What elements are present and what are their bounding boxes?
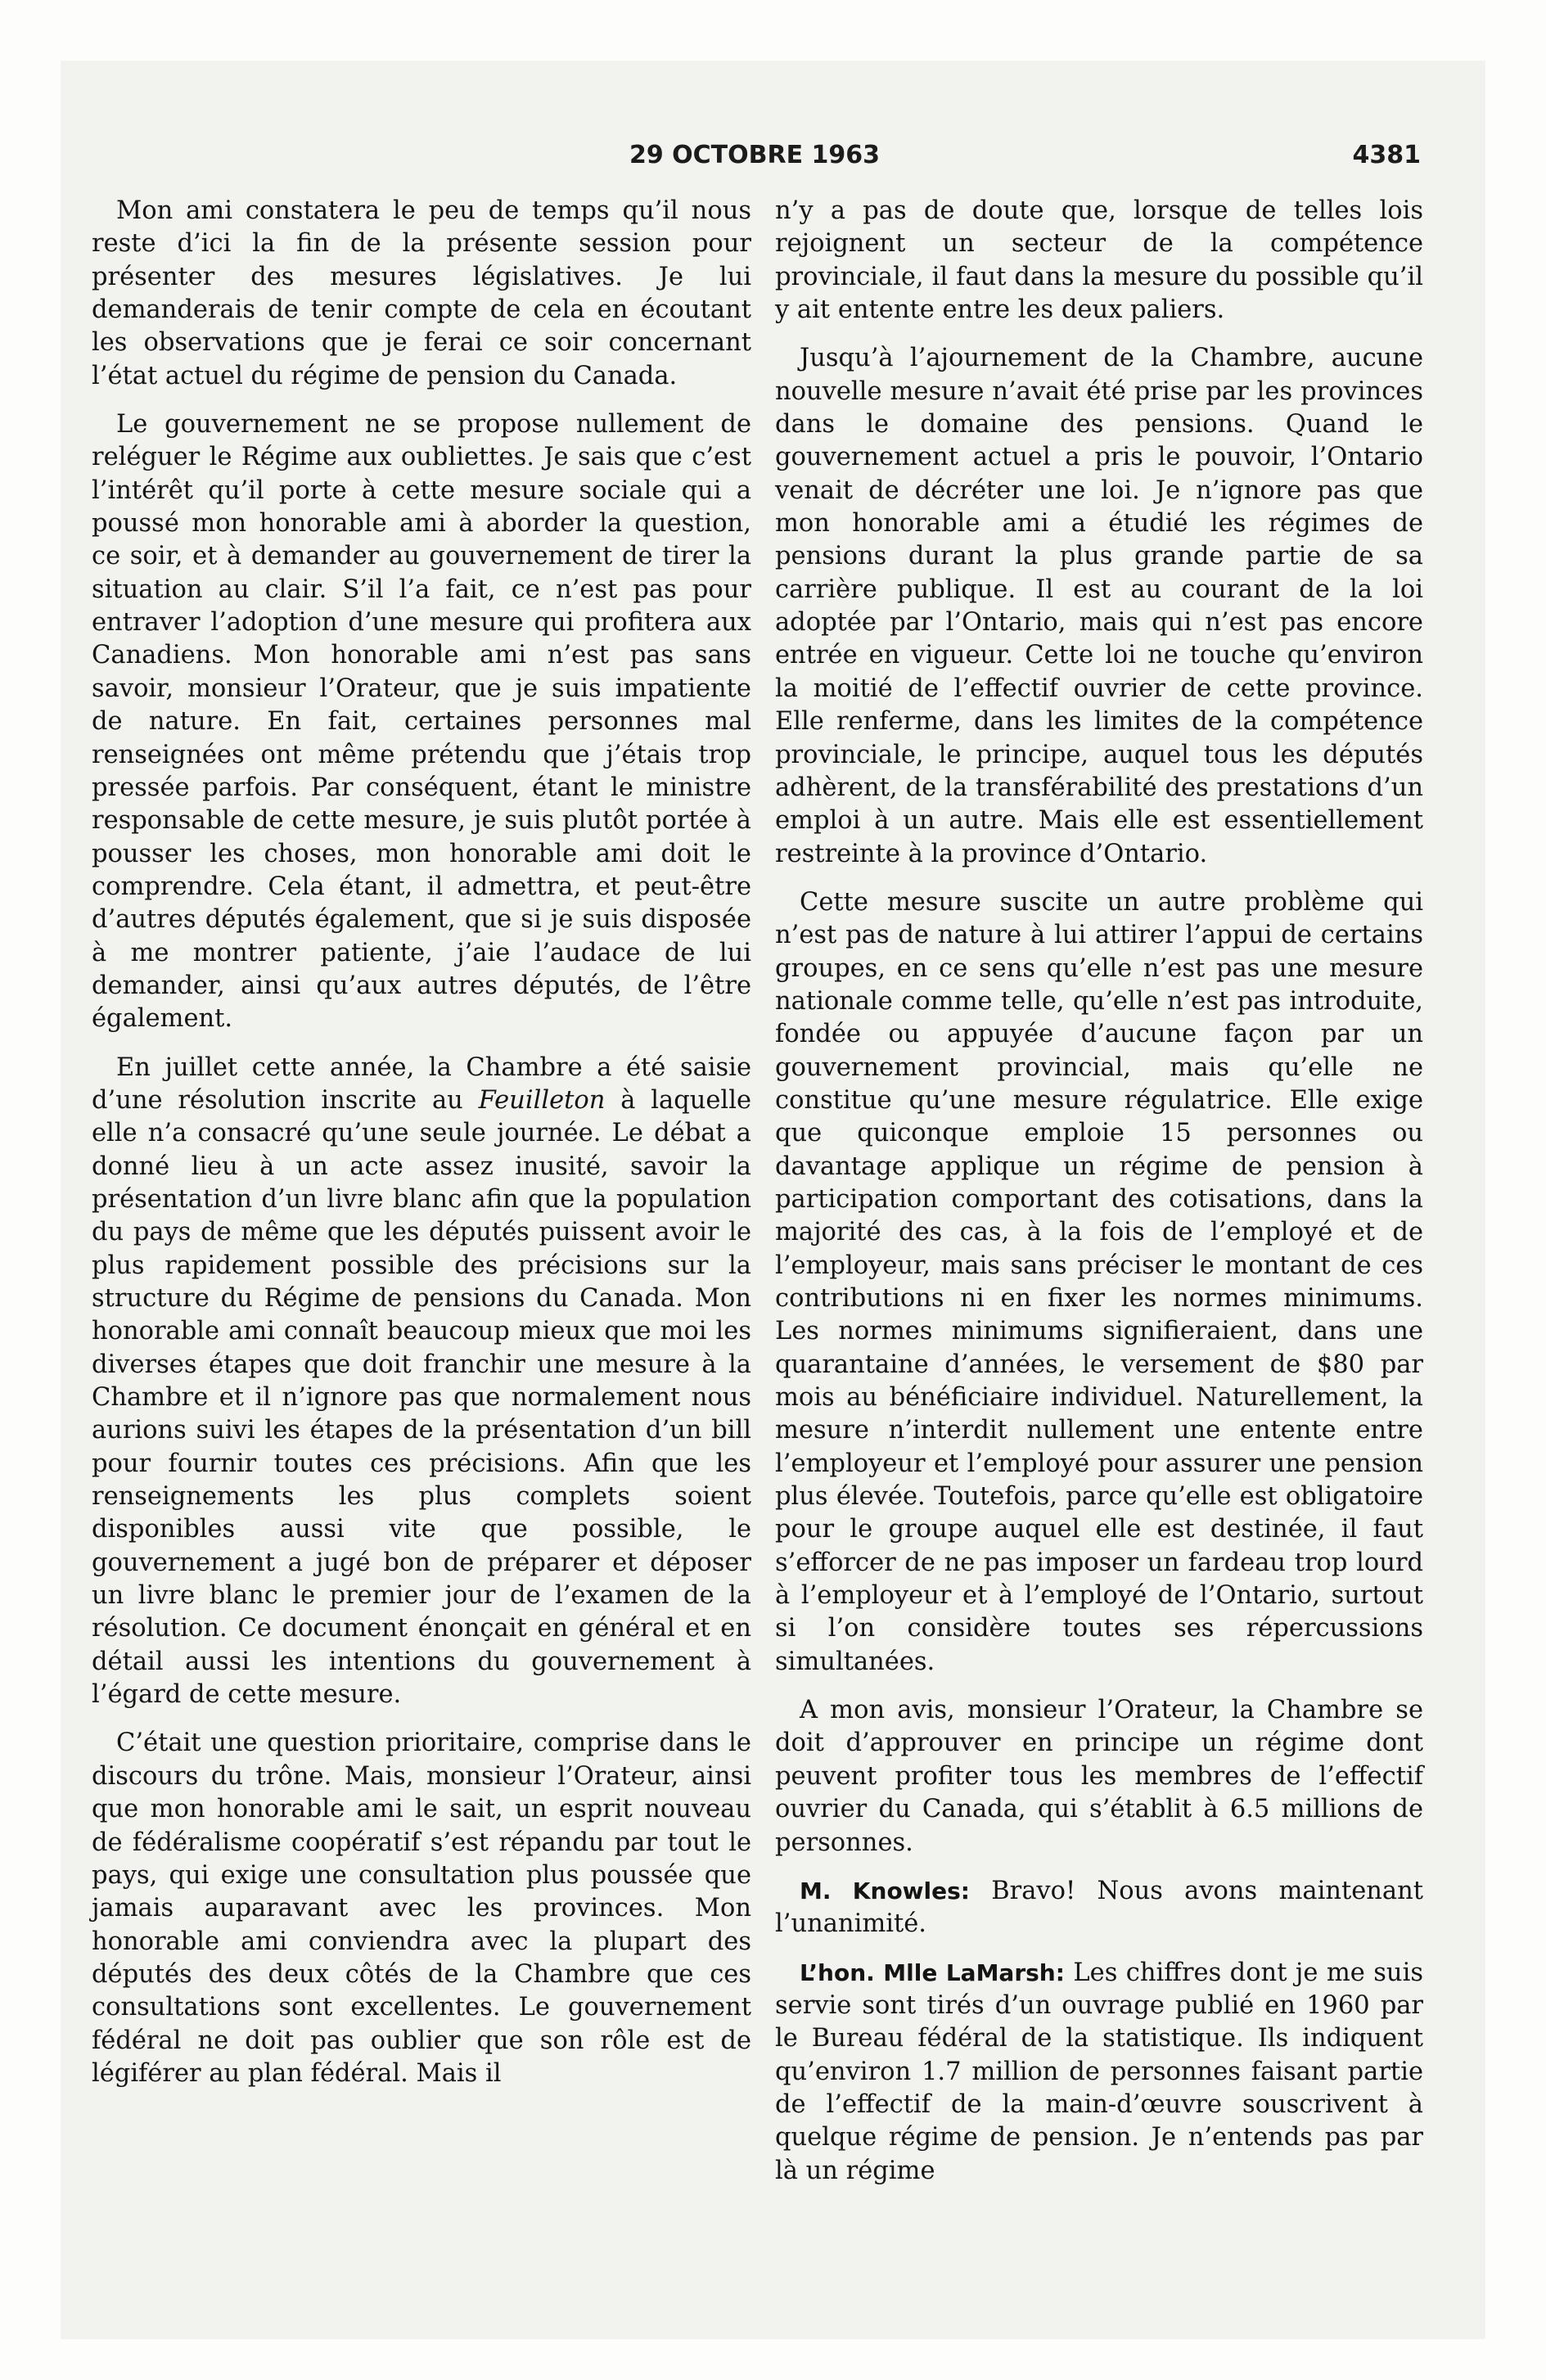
paragraph: Jusqu’à l’ajournement de la Chambre, aucune nouvelle mesure n’avait été prise par les provinces dans le domaine des pensions. Quand le gouvernement actuel a pris le pouvoir, l’Ontario venait de décréter une loi. Je n’ignore pas que mon honorable ami a étudié les régimes de pensions durant la plus grande partie de sa carrière publique. Il est au courant de la loi adoptée par l’Ontario, mais qui n’est pas encore entrée en vigueur. Cette loi ne touche qu’environ la moitié de l’effectif ouvrier de cette province. Elle renferme, dans les limites de la compétence provinciale, le principe, auquel tous les députés adhèrent, de la transférabilité des prestations d’un emploi à un autre. Mais elle est essentiellement restreinte à la province d’Ontario. [775, 344, 1423, 868]
speech [775, 1957, 1423, 2188]
right-column [775, 195, 1423, 2203]
paragraph-text: à laquelle elle n’a consacré qu’une seule journée. Le débat a donné lieu à un acte assez inusité, savoir la présentation d’un livre blanc afin que la population du pays de même que les députés puissent avoir le plus rapidement possible des précisions sur la structure du Régime de pensions du Canada. Mon honorable ami connaît beaucoup mieux que moi les diverses étapes que doit franchir une mesure à la Chambre et il n’ignore pas que normalement nous aurions suivi les étapes de la présentation d’un bill pour fournir toutes ces précisions. Afin que les renseignements les plus complets soient disponibles aussi vite que possible, le gouvernement a jugé bon de préparer et déposer un livre blanc le premier jour de l’examen de la résolution. Ce document énonçait en général et en détail aussi les intentions du gouvernement à l’égard de cette mesure. [92, 1085, 751, 1710]
paragraph: Mon ami constatera le peu de temps qu’il nous reste d’ici la fin de la présente session pour présenter des mesures législatives. Je lui demanderais de tenir compte de cela en écoutant les observations que je ferai ce soir concernant l’état actuel du régime de pension du Canada. [92, 196, 751, 390]
running-header [82, 141, 1427, 178]
header-date: 29 OCTOBRE 1963 [629, 141, 881, 169]
speech [775, 1875, 1423, 1941]
italic-title: Feuilleton [478, 1085, 606, 1115]
speech-text: Les chiffres dont je me suis servie sont tirés d’un ouvrage publié en 1960 par le Bureau fédéral de la statistique. Ils indiquent qu’environ 1.7 million de personnes faisant partie de l’effectif de la main-d’œuvre souscrivent à quelque régime de pension. Je n’entends pas par là un régime [775, 1958, 1423, 2185]
paragraph: A mon avis, monsieur l’Orateur, la Chambre se doit d’approuver en principe un régime dont peuvent profiter tous les membres de l’effectif ouvrier du Canada, qui s’établit à 6.5 millions de personnes. [775, 1696, 1423, 1857]
page-number: 4381 [1352, 141, 1421, 169]
paragraph-text: En juillet cette année, la Chambre a été saisie d’une résolution inscrite au [92, 1053, 751, 1115]
paragraph: Le gouvernement ne se propose nullement de reléguer le Régime aux oubliettes. Je sais que c’est l’intérêt qu’il porte à cette mesure sociale qui a poussé mon honorable ami à aborder la question, ce soir, et à demander au gouvernement de tirer la situation au clair. S’il l’a fait, ce n’est pas pour entraver l’adoption d’une mesure qui profitera aux Canadiens. Mon honorable ami n’est pas sans savoir, monsieur l’Orateur, que je suis impatiente de nature. En fait, certaines personnes mal renseignées ont même prétendu que j’étais trop pressée parfois. Par conséquent, étant le ministre responsable de cette mesure, je suis plutôt portée à pousser les choses, mon honorable ami doit le comprendre. Cela étant, il admettra, et peut-être d’autres députés également, que si je suis disposée à me montrer patiente, j’aie l’audace de lui demander, ainsi qu’aux autres députés, de l’être également. [92, 410, 751, 1034]
speaker-name: M. Knowles: [800, 1877, 970, 1904]
paragraph [92, 1052, 751, 1712]
paragraph: C’était une question prioritaire, comprise dans le discours du trône. Mais, monsieur l’Orateur, ainsi que mon honorable ami le sait, un esprit nouveau de fédéralisme coopératif s’est répandu par tout le pays, qui exige une consultation plus poussée que jamais auparavant avec les provinces. Mon honorable ami conviendra avec la plupart des députés des deux côtés de la Chambre que ces consultations sont excellentes. Le gouvernement fédéral ne doit pas oublier que son rôle est de légiférer au plan fédéral. Mais il [92, 1729, 751, 2088]
left-column [92, 195, 751, 2106]
speech-text: Bravo! Nous avons maintenant l’unanimité. [775, 1876, 1423, 1939]
speaker-name: L’hon. Mlle LaMarsh: [800, 1959, 1065, 1986]
paragraph: Cette mesure suscite un autre problème qui n’est pas de nature à lui attirer l’appui de certains groupes, en ce sens qu’elle n’est pas une mesure nationale comme telle, qu’elle n’est pas introduite, fondée ou appuyée d’aucune façon par un gouvernement provincial, mais qu’elle ne constitue qu’une mesure régulatrice. Elle exige que quiconque emploie 15 personnes ou davantage applique un régime de pension à participation comportant des cotisations, dans la majorité des cas, à la fois de l’employé et de l’employeur, mais sans préciser le montant de ces contributions ni en fixer les normes minimums. Les normes minimums signifieraient, dans une quarantaine d’années, le versement de $80 par mois au bénéficiaire individuel. Naturellement, la mesure n’interdit nullement une entente entre l’employeur et l’employé pour assurer une pension plus élevée. Toutefois, parce qu’elle est obligatoire pour le groupe auquel elle est destinée, il faut s’efforcer de ne pas imposer un fardeau trop lourd à l’employeur et à l’employé de l’Ontario, surtout si l’on considère toutes ses répercussions simultanées. [775, 887, 1423, 1676]
paragraph-continued: n’y a pas de doute que, lorsque de telles lois rejoignent un secteur de la compétence provinciale, il faut dans la mesure du possible qu’il y ait entente entre les deux paliers. [775, 196, 1423, 325]
